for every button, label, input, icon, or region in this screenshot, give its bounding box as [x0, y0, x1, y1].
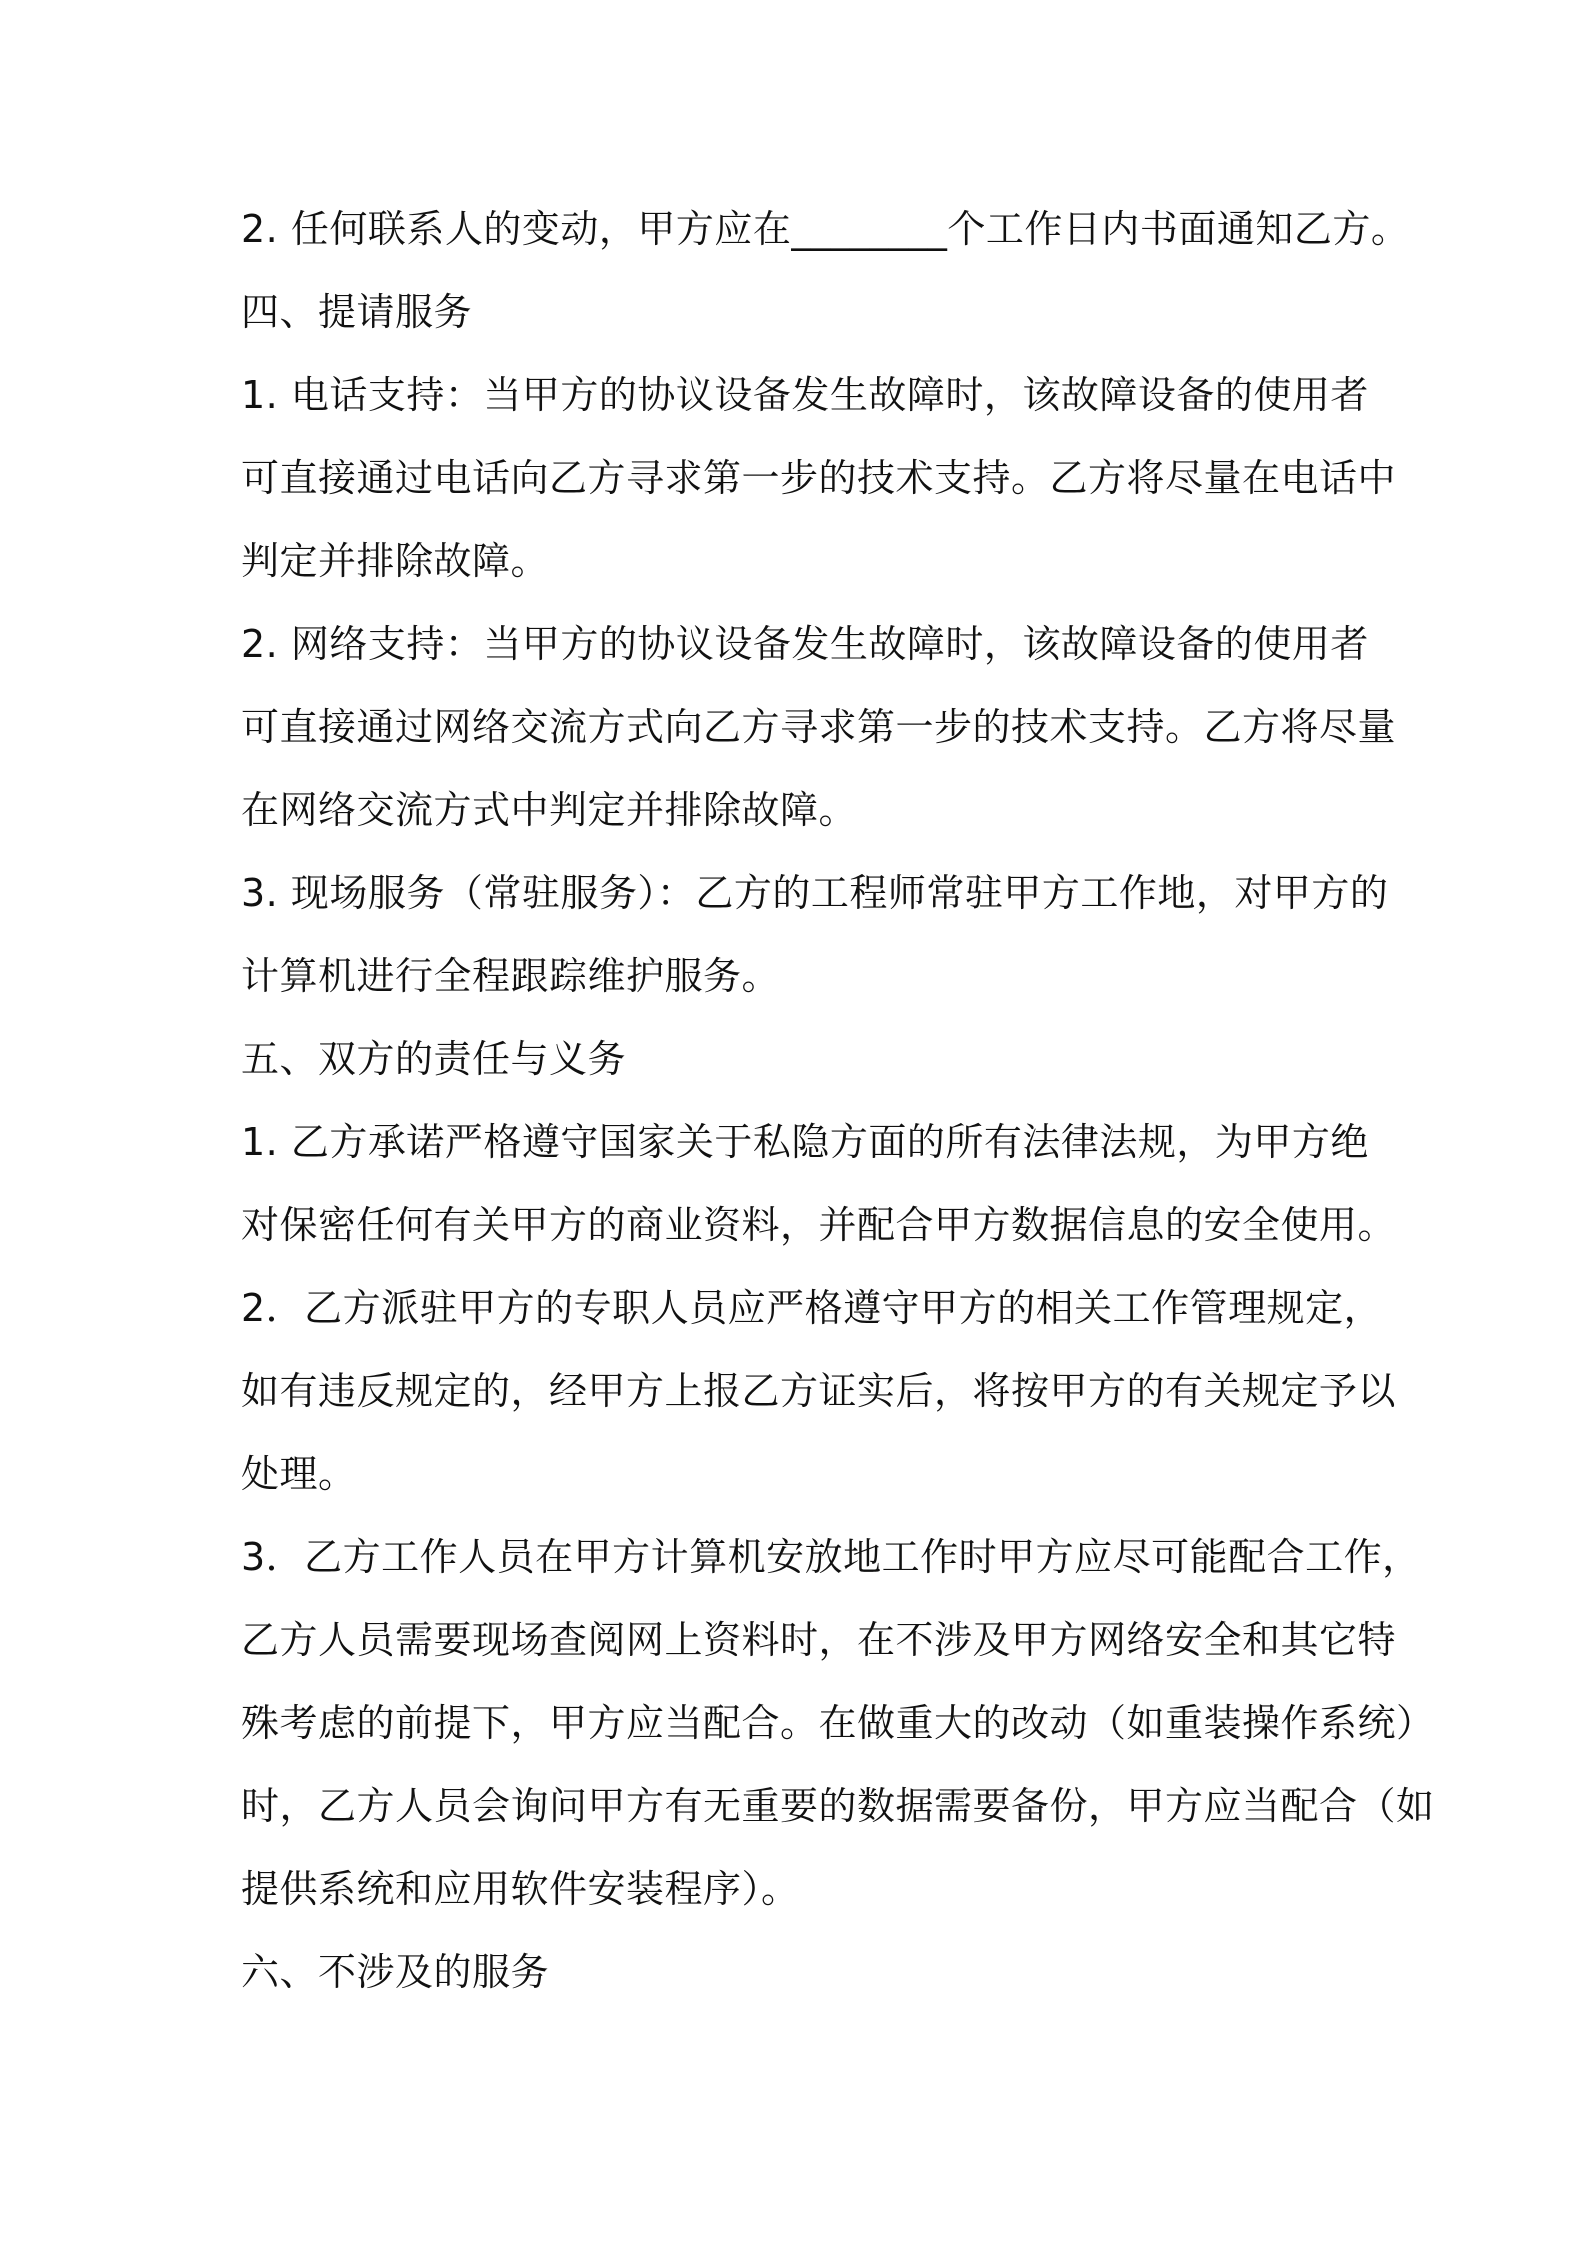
clause-4-2-line-2: 可直接通过网络交流方式向乙方寻求第一步的技术支持。乙方将尽量 [241, 705, 1397, 749]
clause-4-1-line-2: 可直接通过电话向乙方寻求第一步的技术支持。乙方将尽量在电话中 [241, 456, 1397, 500]
clause-5-3-line-3: 殊考虑的前提下，甲方应当配合。在做重大的改动（如重装操作系统） [241, 1701, 1435, 1745]
clause-5-2-line-2: 如有违反规定的，经甲方上报乙方证实后，将按甲方的有关规定予以 [241, 1369, 1397, 1413]
section-heading-4: 四、提请服务 [241, 290, 473, 334]
clause-5-1-line-2: 对保密任何有关甲方的商业资料，并配合甲方数据信息的安全使用。 [241, 1203, 1397, 1247]
clause-4-3-line-1: 3. 现场服务（常驻服务）：乙方的工程师常驻甲方工作地，对甲方的 [241, 871, 1389, 915]
clause-4-2-line-1: 2. 网络支持：当甲方的协议设备发生故障时，该故障设备的使用者 [241, 622, 1369, 666]
clause-5-2-line-3: 处理。 [241, 1452, 357, 1496]
clause-5-3-line-1: 3．乙方工作人员在甲方计算机安放地工作时甲方应尽可能配合工作， [241, 1535, 1421, 1579]
section-heading-6: 六、不涉及的服务 [241, 1950, 550, 1994]
clause-5-3-line-2: 乙方人员需要现场查阅网上资料时，在不涉及甲方网络安全和其它特 [241, 1618, 1397, 1662]
clause-5-3-line-5: 提供系统和应用软件安装程序）。 [241, 1867, 800, 1911]
clause-5-3-line-4: 时，乙方人员会询问甲方有无重要的数据需要备份，甲方应当配合（如 [241, 1784, 1435, 1828]
clause-5-2-line-1: 2．乙方派驻甲方的专职人员应严格遵守甲方的相关工作管理规定， [241, 1286, 1383, 1330]
clause-4-2-line-3: 在网络交流方式中判定并排除故障。 [241, 788, 858, 832]
clause-4-1-line-3: 判定并排除故障。 [241, 539, 550, 583]
clause-4-1-line-1: 1. 电话支持：当甲方的协议设备发生故障时，该故障设备的使用者 [241, 373, 1369, 417]
clause-4-3-line-2: 计算机进行全程跟踪维护服务。 [241, 954, 781, 998]
section-heading-5: 五、双方的责任与义务 [241, 1037, 627, 1081]
clause-3-2-line: 2. 任何联系人的变动，甲方应在________个工作日内书面通知乙方。 [241, 207, 1410, 251]
clause-5-1-line-1: 1. 乙方承诺严格遵守国家关于私隐方面的所有法律法规，为甲方绝 [241, 1120, 1369, 1164]
